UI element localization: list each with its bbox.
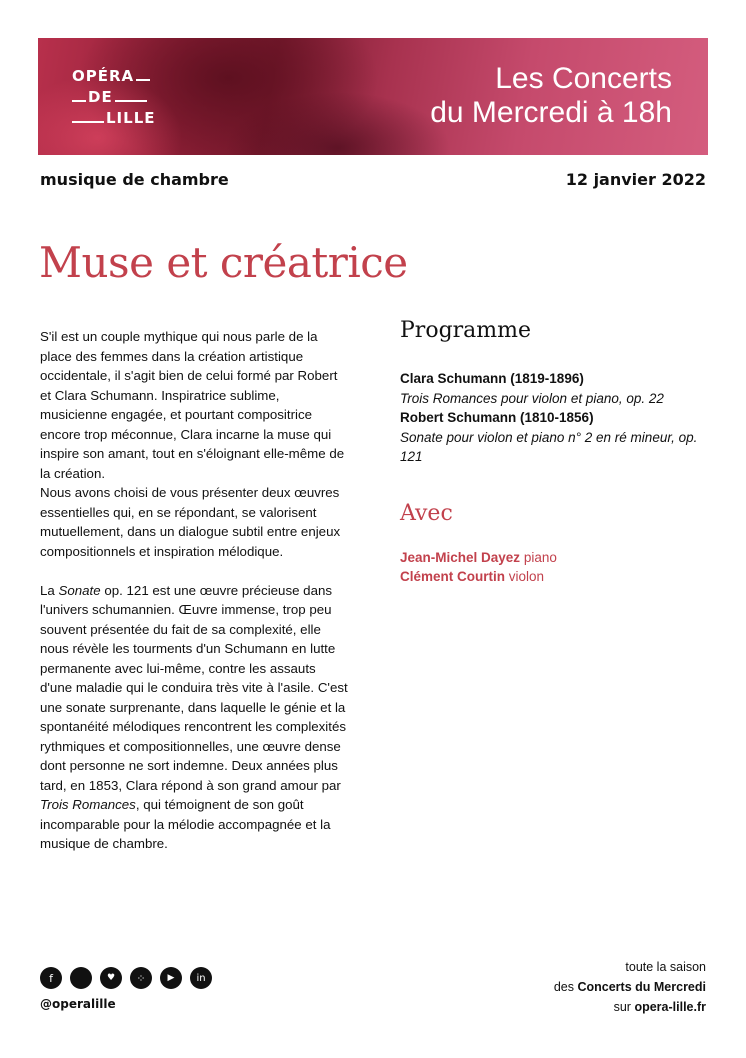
programme-composer: Clara Schumann (1819-1896) bbox=[400, 371, 584, 386]
banner-title-line1: Les Concerts bbox=[495, 62, 672, 95]
artist-name: Jean-Michel Dayez bbox=[400, 549, 521, 565]
twitter-icon[interactable]: ♥ bbox=[100, 967, 122, 989]
artist-instrument: piano bbox=[520, 549, 557, 565]
description-paragraph-2 bbox=[40, 581, 350, 854]
website-link[interactable]: opera-lille.fr bbox=[634, 1000, 706, 1014]
logo-line-opera: OPÉRA bbox=[72, 66, 135, 85]
footer-line-2 bbox=[554, 977, 706, 997]
category-label: musique de chambre bbox=[40, 170, 229, 189]
programme-list bbox=[400, 369, 720, 467]
banner-title-line2: du Mercredi à 18h bbox=[430, 96, 672, 129]
footer-line-2-prefix: des bbox=[553, 980, 578, 994]
artist-instrument: violon bbox=[505, 569, 545, 584]
description-text-2a: La bbox=[40, 582, 59, 598]
description-italic-trois-romances: Trois Romances bbox=[40, 797, 136, 812]
description-text-2c: , qui témoignent de son goût incomparable pour la mélodie accompagnée et la musique de chambre. bbox=[40, 797, 331, 851]
facebook-icon[interactable]: f bbox=[40, 967, 62, 989]
flickr-icon[interactable]: ⁘ bbox=[130, 967, 152, 989]
social-links bbox=[40, 967, 212, 989]
footer-line-3-prefix: sur bbox=[613, 1000, 635, 1014]
header-banner bbox=[38, 38, 708, 155]
programme-composer: Robert Schumann (1810-1856) bbox=[400, 410, 594, 425]
footer-line-3 bbox=[554, 997, 706, 1017]
programme-work: Trois Romances pour violon et piano, op. 22 bbox=[400, 390, 664, 406]
logo-line-lille: LILLE bbox=[106, 108, 156, 127]
footer-line-1: toute la saison bbox=[625, 960, 706, 974]
artist-item bbox=[400, 567, 720, 587]
description-text-2b: op. 121 est une œuvre précieuse dans l'univers schumannien. Œuvre immense, trop peu souvent présentée du fait de sa complexité, elle nous révèle les tourments d'un Schumann en lutte permanente avec lui-même, contre les assauts d'une maladie qui le conduira très vite à l'asile. C'est une sonate surprenante, dans laquelle le génie et la spontanéité mélodiques rencontrent les complexités rythmiques et compositionnelles, une œuvre dense dont personne ne sort indemne. Deux années plus tard, en 1853, Clara répond à son grand amour par bbox=[40, 582, 348, 793]
footer-info bbox=[554, 957, 706, 1017]
programme-heading: Programme bbox=[400, 318, 532, 343]
description-column bbox=[40, 327, 350, 873]
avec-heading: Avec bbox=[400, 500, 453, 526]
description-italic-sonate: Sonate bbox=[58, 582, 101, 598]
logo-line-de: DE bbox=[88, 87, 113, 106]
description-paragraph-1 bbox=[40, 327, 350, 483]
description-paragraph-1b bbox=[40, 483, 350, 561]
description-text-1b: Nous avons choisi de vous présenter deux œuvres essentielles qui, en se répondant, se valorisent mutuellement, dans un dialogue subtil entre enjeux compositionnels et inspiration mélodique. bbox=[40, 485, 341, 559]
opera-de-lille-logo bbox=[72, 65, 156, 128]
social-handle[interactable]: @operalille bbox=[40, 997, 116, 1011]
page-title: Muse et créatrice bbox=[39, 238, 408, 287]
programme-column bbox=[400, 318, 720, 587]
banner-title bbox=[430, 62, 672, 130]
artist-name: Clément Courtin bbox=[400, 569, 506, 584]
description-text-1: S'il est un couple mythique qui nous parle de la place des femmes dans la création artistique occidentale, il s'agit bien de celui formé par Robert et Clara Schumann. Inspiratrice sublime, musicienne engagée, et pourtant compositrice encore trop méconnue, Clara incarne la muse qui inspire son amant, tout en s'éloignant elle-même de la création. bbox=[40, 329, 345, 481]
footer-concerts-label: Concerts du Mercredi bbox=[577, 980, 706, 994]
concert-date: 12 janvier 2022 bbox=[565, 170, 706, 189]
artist-item bbox=[400, 548, 720, 568]
programme-work: Sonate pour violon et piano n° 2 en ré mineur, op. 121 bbox=[400, 429, 698, 464]
youtube-icon[interactable]: ▶ bbox=[160, 967, 182, 989]
instagram-icon[interactable] bbox=[70, 967, 92, 989]
linkedin-icon[interactable]: in bbox=[190, 967, 212, 989]
